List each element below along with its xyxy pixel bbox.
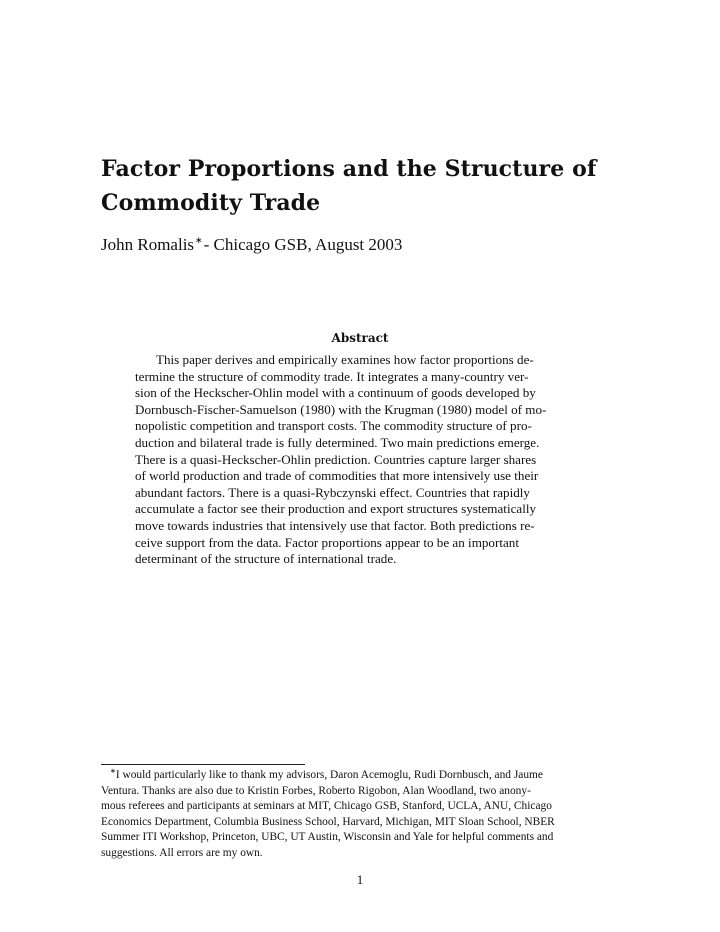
title-line-1: Factor Proportions and the Structure of [101, 156, 597, 182]
abstract-line: accumulate a factor see their production and export structures systematically [135, 501, 537, 517]
footnote-line: suggestions. All errors are my own. [101, 846, 263, 859]
abstract-line: sion of the Heckscher-Ohlin model with a continuum of goods developed by [135, 385, 536, 401]
abstract-line: There is a quasi-Heckscher-Ohlin prediction. Countries capture larger shares [135, 451, 537, 467]
abstract-heading: Abstract [331, 331, 389, 345]
footnote-line: Economics Department, Columbia Business School, Harvard, Michigan, MIT Sloan School, NBER [101, 815, 555, 828]
abstract-line: ceive support from the data. Factor proportions appear to be an important [135, 534, 519, 550]
title-line-2: Commodity Trade [101, 190, 321, 216]
abstract-line: duction and bilateral trade is fully determined. Two main predictions emerge. [135, 434, 540, 450]
page-number: 1 [356, 872, 364, 887]
footnote-line: Ventura. Thanks are also due to Kristin Forbes, Roberto Rigobon, Alan Woodland, two anony- [101, 784, 531, 797]
abstract-line: Dornbusch-Fischer-Samuelson (1980) with the Krugman (1980) model of mo- [135, 401, 547, 417]
footnote [101, 768, 613, 862]
footnote-line-text: I would particularly like to thank my advisors, Daron Acemoglu, Rudi Dornbusch, and Jaume [115, 769, 543, 781]
footnote-marker: ∗ [110, 767, 116, 775]
affiliation-date: - Chicago GSB, August 2003 [203, 235, 403, 254]
abstract-line: of world production and trade of commodities that more intensively use their [135, 468, 539, 484]
paper-title [101, 152, 641, 220]
abstract-line: move towards industries that intensively use that factor. Both predictions re- [135, 517, 535, 533]
author-footnote-marker: ∗ [195, 235, 203, 245]
footnote-line: mous referees and participants at seminars at MIT, Chicago GSB, Stanford, UCLA, ANU, Chicago [101, 800, 552, 813]
abstract-line: abundant factors. There is a quasi-Rybczynski effect. Countries that rapidly [135, 484, 530, 500]
footnote-separator [101, 764, 305, 765]
author-byline [101, 235, 402, 255]
footnote-line: Summer ITI Workshop, Princeton, UBC, UT Austin, Wisconsin and Yale for helpful comments and [101, 831, 554, 844]
abstract-body [135, 352, 580, 568]
author-name: John Romalis [101, 235, 195, 254]
abstract-line: nopolistic competition and transport costs. The commodity structure of pro- [135, 418, 532, 434]
footnote-line [101, 768, 613, 784]
abstract-line: determinant of the structure of international trade. [135, 551, 397, 567]
abstract-line: This paper derives and empirically examines how factor proportions de- [156, 352, 534, 367]
abstract-line: termine the structure of commodity trade. It integrates a many-country ver- [135, 368, 529, 384]
